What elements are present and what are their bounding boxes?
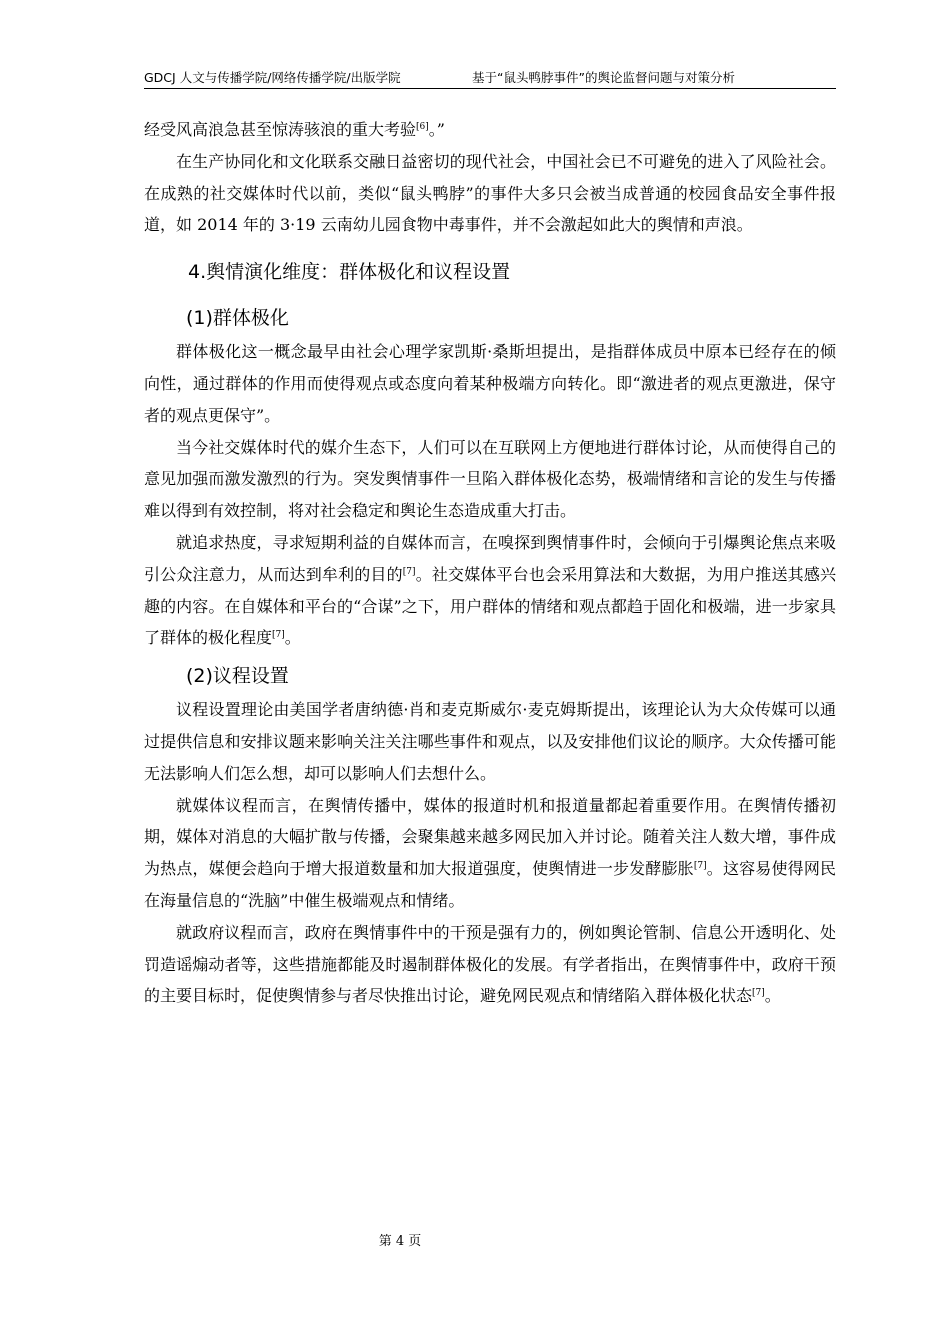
page-number: 第 4 页 (378, 1234, 422, 1249)
header-paper-title: 基于“鼠头鸭脖事件”的舆论监督问题与对策分析 (472, 70, 735, 85)
citation-ref: [7] (272, 630, 285, 641)
paragraph-text: 经受风高浪急甚至惊涛骇浪的重大考验 (144, 120, 417, 139)
paragraph-text: 就政府议程而言，政府在舆情事件中的干预是强有力的，例如舆论管制、信息公开透明化、处罚造谣煽动者等，这些措施都能及时遏制群体极化的发展。有学者指出，在舆情事件中，政府干预的主要目标时，促使舆情参与者尽快推出讨论，避免网民观点和情绪陷入群体极化状态 (144, 922, 836, 1006)
paragraph-risk-society: 在生产协同化和文化联系交融日益密切的现代社会，中国社会已不可避免的进入了风险社会。在成熟的社交媒体时代以前，类似“鼠头鸭脖”的事件大多只会被当成普通的校园食品安全事件报道，如 2014 年的 3·19 云南幼儿园食物中毒事件，并不会激起如此大的舆情和声浪。 (144, 151, 836, 235)
paragraph-self-media (144, 527, 836, 654)
paragraph-text: 。” (428, 120, 445, 139)
citation-ref: [7] (693, 861, 707, 872)
paragraph-text: 。这容易使得网民在海量信息的“洗脑”中催生极端观点和情绪。 (144, 859, 836, 910)
citation-ref: [6] (416, 122, 429, 132)
paragraph-text: 。 (284, 628, 301, 648)
paragraph-media-ecology: 当今社交媒体时代的媒介生态下，人们可以在互联网上方便地进行群体讨论，从而使得自己的意见加强而激发激烈的行为。突发舆情事件一旦陷入群体极化态势，极端情绪和言论的发生与传播难以得到有效控制，将对社会稳定和舆论生态造成重大打击。 (144, 437, 836, 521)
paragraph-polarization-definition: 群体极化这一概念最早由社会心理学家凯斯·桑斯坦提出，是指群体成员中原本已经存在的倾向性，通过群体的作用而使得观点或态度向着某种极端方向转化。即“激进者的观点更激进，保守者的观点更保守”。 (144, 342, 836, 425)
citation-ref: [7] (752, 988, 765, 999)
paragraph-text: 就追求热度，寻求短期利益的自媒体而言，在嗅探到舆情事件时，会倾向于引爆舆论焦点来吸引公众注意力，从而达到牟利的目的 (144, 532, 836, 584)
subsection-heading-polarization: (1)群体极化 (186, 307, 289, 330)
subsection-heading-agenda-setting: (2)议程设置 (186, 665, 289, 688)
paragraph-agenda-theory: 议程设置理论由美国学者唐纳德·肖和麦克斯威尔·麦克姆斯提出，该理论认为大众传媒可以通过提供信息和安排议题来影响关注关注哪些事件和观点，以及安排他们议论的顺序。大众传播可能无法影响人们怎么想，却可以影响人们去想什么。 (144, 700, 836, 783)
citation-ref: [7] (402, 566, 416, 577)
header-institution: GDCJ 人文与传播学院/网络传播学院/出版学院 (144, 70, 401, 85)
paragraph-text: 就媒体议程而言，在舆情传播中，媒体的报道时机和报道量都起着重要作用。在舆情传播初期，媒体对消息的大幅扩散与传播，会聚集越来越多网民加入并讨论。随着关注人数大增，事件成为热点，媒便会趋向于增大报道数量和加大报道强度，使舆情进一步发酵膨胀 (144, 795, 836, 879)
paragraph-text: 。社交媒体平台也会采用算法和大数据，为用户推送其感兴趣的内容。在自媒体和平台的“合谋”之下，用户群体的情绪和观点都趋于固化和极端，进一步家具了群体的极化程度 (144, 564, 836, 648)
page-body (144, 114, 836, 1012)
running-header (144, 68, 836, 89)
section-heading: 4.舆情演化维度：群体极化和议程设置 (188, 261, 511, 284)
paragraph-continued (144, 114, 836, 146)
paragraph-government-agenda (144, 917, 836, 1012)
paragraph-media-agenda (144, 790, 836, 917)
paragraph-text: 。 (764, 986, 781, 1006)
